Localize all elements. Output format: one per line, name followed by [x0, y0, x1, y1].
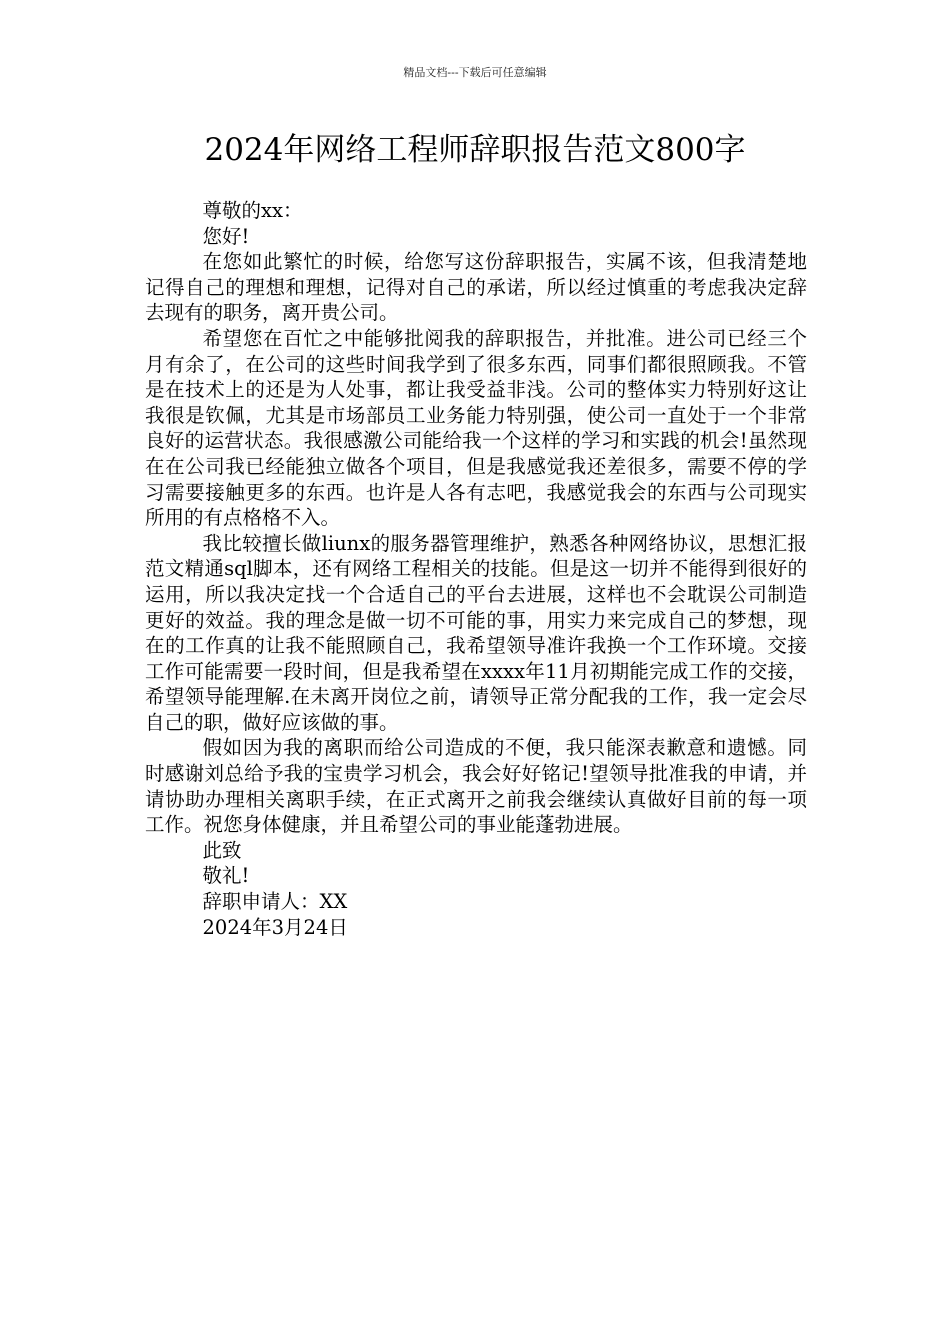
date: 2024年3月24日 — [202, 915, 348, 939]
closing-line-2: 敬礼! — [202, 864, 250, 888]
paragraph-2: 希望您在百忙之中能够批阅我的辞职报告，并批准。进公司已经三个月有余了，在公司的这些时间我学到了很多东西，同事们都很照顾我。不管是在技术上的还是为人处事，都让我受益非浅。公司的整体实力特别好这让我很是钦佩，尤其是市场部员工业务能力特别强，使公司一直处于一个非常良好的运营状态。我很感激公司能给我一个这样的学习和实践的机会!虽然现在在公司我已经能独立做各个项目，但是我感觉我还差很多，需要不停的学习需要接触更多的东西。也许是人各有志吧，我感觉我会的东西与公司现实所用的有点格格不入。 — [145, 326, 807, 530]
header-note: 精品文档---下载后可任意编辑 — [403, 66, 547, 79]
signature: 辞职申请人：XX — [202, 890, 348, 914]
closing-line-1: 此致 — [202, 838, 242, 862]
document-title: 2024年网络工程师辞职报告范文800字 — [204, 132, 746, 168]
greeting: 您好! — [202, 224, 250, 248]
salutation: 尊敬的xx： — [202, 199, 303, 222]
paragraph-1: 在您如此繁忙的时候，给您写这份辞职报告，实属不该，但我清楚地记得自己的理想和理想，记得对自己的承诺，所以经过慎重的考虑我决定辞去现有的职务，离开贵公司。 — [145, 250, 807, 325]
letter-body — [145, 198, 807, 940]
paragraph-3: 我比较擅长做liunx的服务器管理维护，熟悉各种网络协议，思想汇报范文精通sql脚本，还有网络工程相关的技能。但是这一切并不能得到很好的运用，所以我决定找一个合适自己的平台去进展，这样也不会耽误公司制造更好的效益。我的理念是做一切不可能的事，用实力来完成自己的梦想，现在的工作真的让我不能照顾自己，我希望领导准许我换一个工作环境。交接工作可能需要一段时间，但是我希望在xxxx年11月初期能完成工作的交接，希望领导能理解.在未离开岗位之前，请领导正常分配我的工作，我一定会尽自己的职，做好应该做的事。 — [145, 531, 807, 734]
paragraph-4: 假如因为我的离职而给公司造成的不便，我只能深表歉意和遗憾。同时感谢刘总给予我的宝贵学习机会，我会好好铭记!望领导批准我的申请，并请协助办理相关离职手续，在正式离开之前我会继续认真做好目前的每一项工作。祝您身体健康，并且希望公司的事业能蓬勃进展。 — [145, 736, 807, 837]
